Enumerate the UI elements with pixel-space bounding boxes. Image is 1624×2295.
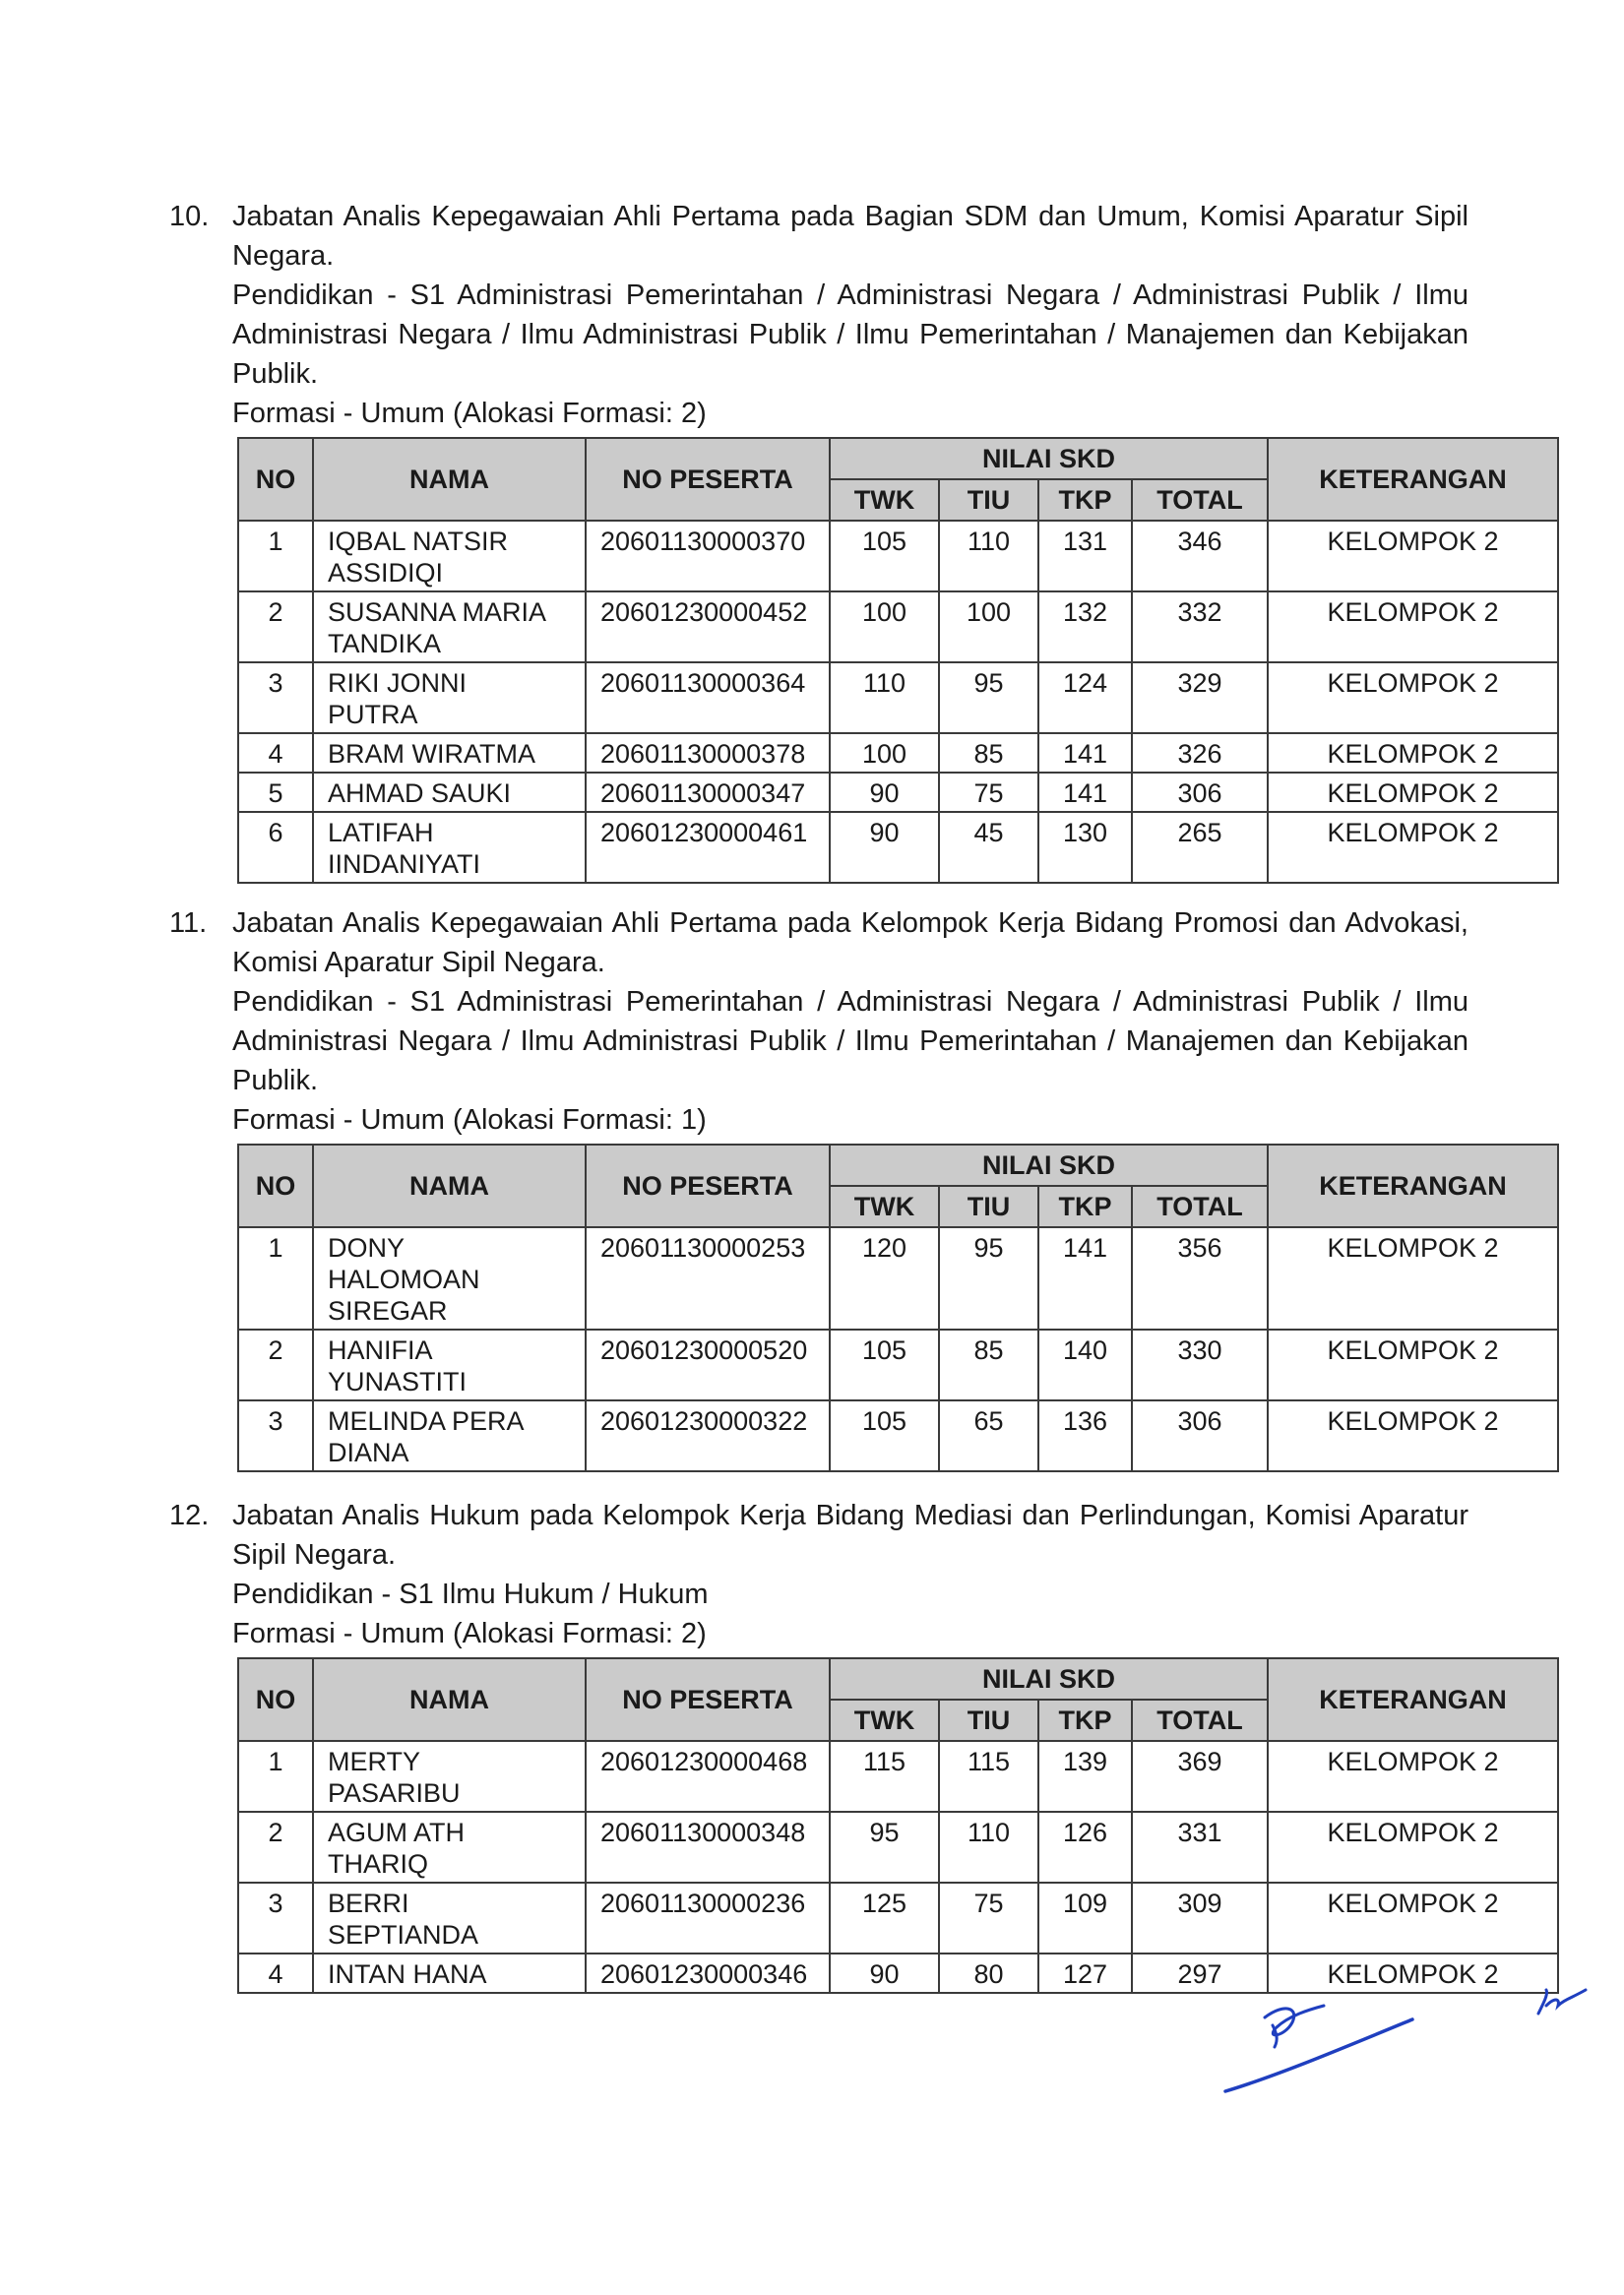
cell-nama-line: IQBAL NATSIR xyxy=(328,527,509,556)
education-requirement: Pendidikan - S1 Ilmu Hukum / Hukum xyxy=(232,1579,709,1610)
section-10 xyxy=(169,197,1557,884)
cell-keterangan: KELOMPOK 2 xyxy=(1268,1741,1558,1812)
cell-no: 3 xyxy=(238,1400,313,1471)
header-no: NO xyxy=(238,1145,313,1227)
header-total: TOTAL xyxy=(1132,1186,1268,1227)
cell-tkp: 139 xyxy=(1038,1741,1132,1812)
cell-total: 331 xyxy=(1132,1812,1268,1883)
cell-twk: 110 xyxy=(830,662,939,733)
header-no: NO xyxy=(238,1658,313,1741)
formation-info: Formasi - Umum (Alokasi Formasi: 1) xyxy=(232,1104,707,1136)
cell-no: 3 xyxy=(238,1883,313,1954)
header-nilai-skd: NILAI SKD xyxy=(830,1658,1268,1700)
cell-tkp: 127 xyxy=(1038,1954,1132,1993)
cell-nama-line: HALOMOAN xyxy=(328,1265,480,1294)
signature-icon xyxy=(1216,1968,1432,2106)
cell-nama-line: SEPTIANDA xyxy=(328,1920,479,1950)
cell-no: 1 xyxy=(238,1227,313,1330)
cell-tiu: 110 xyxy=(939,1812,1038,1883)
section-number: 10. xyxy=(169,201,210,232)
header-tiu: TIU xyxy=(939,1186,1038,1227)
header-no-peserta: NO PESERTA xyxy=(586,438,830,521)
header-total: TOTAL xyxy=(1132,479,1268,521)
cell-total: 265 xyxy=(1132,812,1268,883)
cell-tiu: 95 xyxy=(939,1227,1038,1330)
table-row xyxy=(238,1227,1558,1330)
header-twk: TWK xyxy=(830,479,939,521)
cell-keterangan: KELOMPOK 2 xyxy=(1268,773,1558,812)
cell-keterangan: KELOMPOK 2 xyxy=(1268,1812,1558,1883)
results-table xyxy=(237,437,1559,884)
cell-nama xyxy=(313,1812,586,1883)
cell-twk: 100 xyxy=(830,733,939,773)
cell-keterangan: KELOMPOK 2 xyxy=(1268,733,1558,773)
header-no: NO xyxy=(238,438,313,521)
cell-tkp: 140 xyxy=(1038,1330,1132,1400)
cell-nama-line: TANDIKA xyxy=(328,629,442,658)
cell-twk: 105 xyxy=(830,1330,939,1400)
cell-tiu: 110 xyxy=(939,521,1038,591)
cell-tiu: 75 xyxy=(939,773,1038,812)
cell-tiu: 45 xyxy=(939,812,1038,883)
header-no-peserta: NO PESERTA xyxy=(586,1658,830,1741)
cell-no-peserta: 20601230000346 xyxy=(586,1954,830,1993)
cell-nama-line: PASARIBU xyxy=(328,1778,461,1808)
cell-keterangan: KELOMPOK 2 xyxy=(1268,812,1558,883)
header-nama: NAMA xyxy=(313,1145,586,1227)
table-row xyxy=(238,1812,1558,1883)
cell-no: 3 xyxy=(238,662,313,733)
cell-nama xyxy=(313,591,586,662)
cell-tiu: 80 xyxy=(939,1954,1038,1993)
cell-total: 346 xyxy=(1132,521,1268,591)
cell-nama-line: INTAN HANA xyxy=(328,1959,487,1989)
cell-total: 326 xyxy=(1132,733,1268,773)
cell-keterangan: KELOMPOK 2 xyxy=(1268,1227,1558,1330)
header-tiu: TIU xyxy=(939,479,1038,521)
results-table xyxy=(237,1657,1559,1994)
cell-no-peserta: 20601230000520 xyxy=(586,1330,830,1400)
cell-total: 356 xyxy=(1132,1227,1268,1330)
section-body xyxy=(232,903,1468,1140)
table-row xyxy=(238,521,1558,591)
results-table xyxy=(237,1144,1559,1472)
header-nilai-skd: NILAI SKD xyxy=(830,438,1268,479)
cell-no-peserta: 20601130000236 xyxy=(586,1883,830,1954)
cell-no: 1 xyxy=(238,1741,313,1812)
cell-twk: 95 xyxy=(830,1812,939,1883)
cell-keterangan: KELOMPOK 2 xyxy=(1268,1883,1558,1954)
header-tkp: TKP xyxy=(1038,1700,1132,1741)
cell-total: 306 xyxy=(1132,773,1268,812)
cell-nama xyxy=(313,1741,586,1812)
cell-nama xyxy=(313,1883,586,1954)
header-tkp: TKP xyxy=(1038,1186,1132,1227)
cell-nama xyxy=(313,1330,586,1400)
cell-total: 297 xyxy=(1132,1954,1268,1993)
table-row xyxy=(238,1400,1558,1471)
cell-nama xyxy=(313,733,586,773)
cell-no: 2 xyxy=(238,1812,313,1883)
cell-no: 4 xyxy=(238,1954,313,1993)
table-row xyxy=(238,1883,1558,1954)
cell-no: 4 xyxy=(238,733,313,773)
cell-tiu: 85 xyxy=(939,733,1038,773)
formation-info: Formasi - Umum (Alokasi Formasi: 2) xyxy=(232,1618,707,1649)
cell-total: 309 xyxy=(1132,1883,1268,1954)
cell-tkp: 132 xyxy=(1038,591,1132,662)
cell-twk: 100 xyxy=(830,591,939,662)
section-body xyxy=(232,1496,1468,1653)
cell-tkp: 131 xyxy=(1038,521,1132,591)
cell-tiu: 85 xyxy=(939,1330,1038,1400)
cell-keterangan: KELOMPOK 2 xyxy=(1268,1954,1558,1993)
cell-nama-line: AGUM ATH xyxy=(328,1818,466,1847)
cell-nama-line: THARIQ xyxy=(328,1849,429,1879)
cell-no: 2 xyxy=(238,591,313,662)
position-title: Jabatan Analis Kepegawaian Ahli Pertama pada Kelompok Kerja Bidang Promosi dan Advokasi, Komisi Aparatur Sipil Negara. xyxy=(232,907,1468,978)
section-heading xyxy=(169,197,1557,433)
cell-twk: 115 xyxy=(830,1741,939,1812)
education-requirement: Pendidikan - S1 Administrasi Pemerintahan / Administrasi Negara / Administrasi Publik / Ilmu Administrasi Negara / Ilmu Administrasi Publik / Ilmu Pemerintahan / Manajemen dan Kebijakan Publik. xyxy=(232,279,1468,390)
table-row xyxy=(238,1741,1558,1812)
formation-info: Formasi - Umum (Alokasi Formasi: 2) xyxy=(232,398,707,429)
cell-tkp: 141 xyxy=(1038,1227,1132,1330)
cell-nama-line: LATIFAH xyxy=(328,818,434,847)
cell-twk: 125 xyxy=(830,1883,939,1954)
header-nama: NAMA xyxy=(313,438,586,521)
education-requirement: Pendidikan - S1 Administrasi Pemerintahan / Administrasi Negara / Administrasi Publik / Ilmu Administrasi Negara / Ilmu Administrasi Publik / Ilmu Pemerintahan / Manajemen dan Kebijakan Publik. xyxy=(232,986,1468,1096)
table-row xyxy=(238,812,1558,883)
cell-no-peserta: 20601130000378 xyxy=(586,733,830,773)
cell-no: 6 xyxy=(238,812,313,883)
cell-keterangan: KELOMPOK 2 xyxy=(1268,521,1558,591)
header-keterangan: KETERANGAN xyxy=(1268,438,1558,521)
header-nama: NAMA xyxy=(313,1658,586,1741)
cell-no-peserta: 20601130000253 xyxy=(586,1227,830,1330)
header-total: TOTAL xyxy=(1132,1700,1268,1741)
cell-nama-line: ASSIDIQI xyxy=(328,558,444,588)
cell-tiu: 115 xyxy=(939,1741,1038,1812)
cell-nama-line: BRAM WIRATMA xyxy=(328,739,535,769)
cell-nama-line: SIREGAR xyxy=(328,1296,448,1326)
cell-no-peserta: 20601130000347 xyxy=(586,773,830,812)
cell-total: 330 xyxy=(1132,1330,1268,1400)
cell-tiu: 65 xyxy=(939,1400,1038,1471)
cell-nama xyxy=(313,812,586,883)
cell-tkp: 126 xyxy=(1038,1812,1132,1883)
cell-nama-line: DIANA xyxy=(328,1438,409,1467)
cell-total: 306 xyxy=(1132,1400,1268,1471)
cell-no-peserta: 20601230000322 xyxy=(586,1400,830,1471)
cell-nama xyxy=(313,773,586,812)
cell-tkp: 109 xyxy=(1038,1883,1132,1954)
header-nilai-skd: NILAI SKD xyxy=(830,1145,1268,1186)
cell-twk: 90 xyxy=(830,773,939,812)
header-twk: TWK xyxy=(830,1700,939,1741)
cell-no: 1 xyxy=(238,521,313,591)
cell-tkp: 136 xyxy=(1038,1400,1132,1471)
cell-twk: 105 xyxy=(830,1400,939,1471)
position-title: Jabatan Analis Kepegawaian Ahli Pertama pada Bagian SDM dan Umum, Komisi Aparatur Sipil Negara. xyxy=(232,201,1468,272)
paraf-icon xyxy=(1530,1980,1599,2029)
table-row xyxy=(238,662,1558,733)
cell-nama-line: IINDANIYATI xyxy=(328,849,481,879)
table-row xyxy=(238,773,1558,812)
section-11 xyxy=(169,903,1557,1472)
cell-no-peserta: 20601130000370 xyxy=(586,521,830,591)
cell-no-peserta: 20601230000452 xyxy=(586,591,830,662)
cell-nama xyxy=(313,1400,586,1471)
cell-twk: 90 xyxy=(830,1954,939,1993)
header-tiu: TIU xyxy=(939,1700,1038,1741)
table-row xyxy=(238,1330,1558,1400)
cell-no: 2 xyxy=(238,1330,313,1400)
cell-nama-line: YUNASTITI xyxy=(328,1367,468,1396)
section-number: 11. xyxy=(169,907,208,939)
header-tkp: TKP xyxy=(1038,479,1132,521)
position-title: Jabatan Analis Hukum pada Kelompok Kerja Bidang Mediasi dan Perlindungan, Komisi Aparatur Sipil Negara. xyxy=(232,1500,1468,1571)
section-12 xyxy=(169,1496,1557,1994)
cell-nama-line: BERRI xyxy=(328,1889,409,1918)
cell-nama-line: HANIFIA xyxy=(328,1335,433,1365)
section-heading xyxy=(169,1496,1557,1653)
cell-nama xyxy=(313,662,586,733)
cell-nama-line: AHMAD SAUKI xyxy=(328,778,512,808)
cell-tkp: 141 xyxy=(1038,773,1132,812)
cell-tkp: 130 xyxy=(1038,812,1132,883)
cell-keterangan: KELOMPOK 2 xyxy=(1268,662,1558,733)
cell-twk: 120 xyxy=(830,1227,939,1330)
header-no-peserta: NO PESERTA xyxy=(586,1145,830,1227)
cell-nama-line: DONY xyxy=(328,1233,406,1263)
cell-nama xyxy=(313,521,586,591)
cell-nama-line: MELINDA PERA xyxy=(328,1406,525,1436)
section-body xyxy=(232,197,1468,433)
cell-keterangan: KELOMPOK 2 xyxy=(1268,1400,1558,1471)
cell-no-peserta: 20601230000468 xyxy=(586,1741,830,1812)
header-twk: TWK xyxy=(830,1186,939,1227)
cell-nama xyxy=(313,1227,586,1330)
cell-nama xyxy=(313,1954,586,1993)
section-heading xyxy=(169,903,1557,1140)
cell-nama-line: RIKI JONNI xyxy=(328,668,468,698)
cell-no: 5 xyxy=(238,773,313,812)
header-keterangan: KETERANGAN xyxy=(1268,1145,1558,1227)
table-row xyxy=(238,733,1558,773)
cell-tiu: 75 xyxy=(939,1883,1038,1954)
cell-tiu: 95 xyxy=(939,662,1038,733)
cell-tkp: 141 xyxy=(1038,733,1132,773)
cell-keterangan: KELOMPOK 2 xyxy=(1268,1330,1558,1400)
cell-twk: 105 xyxy=(830,521,939,591)
cell-total: 332 xyxy=(1132,591,1268,662)
cell-nama-line: MERTY xyxy=(328,1747,421,1776)
cell-twk: 90 xyxy=(830,812,939,883)
cell-total: 369 xyxy=(1132,1741,1268,1812)
table-row xyxy=(238,591,1558,662)
cell-tkp: 124 xyxy=(1038,662,1132,733)
cell-no-peserta: 20601130000348 xyxy=(586,1812,830,1883)
cell-tiu: 100 xyxy=(939,591,1038,662)
header-keterangan: KETERANGAN xyxy=(1268,1658,1558,1741)
cell-no-peserta: 20601130000364 xyxy=(586,662,830,733)
cell-total: 329 xyxy=(1132,662,1268,733)
cell-nama-line: PUTRA xyxy=(328,700,418,729)
section-number: 12. xyxy=(169,1500,210,1531)
cell-nama-line: SUSANNA MARIA xyxy=(328,597,547,627)
cell-no-peserta: 20601230000461 xyxy=(586,812,830,883)
cell-keterangan: KELOMPOK 2 xyxy=(1268,591,1558,662)
